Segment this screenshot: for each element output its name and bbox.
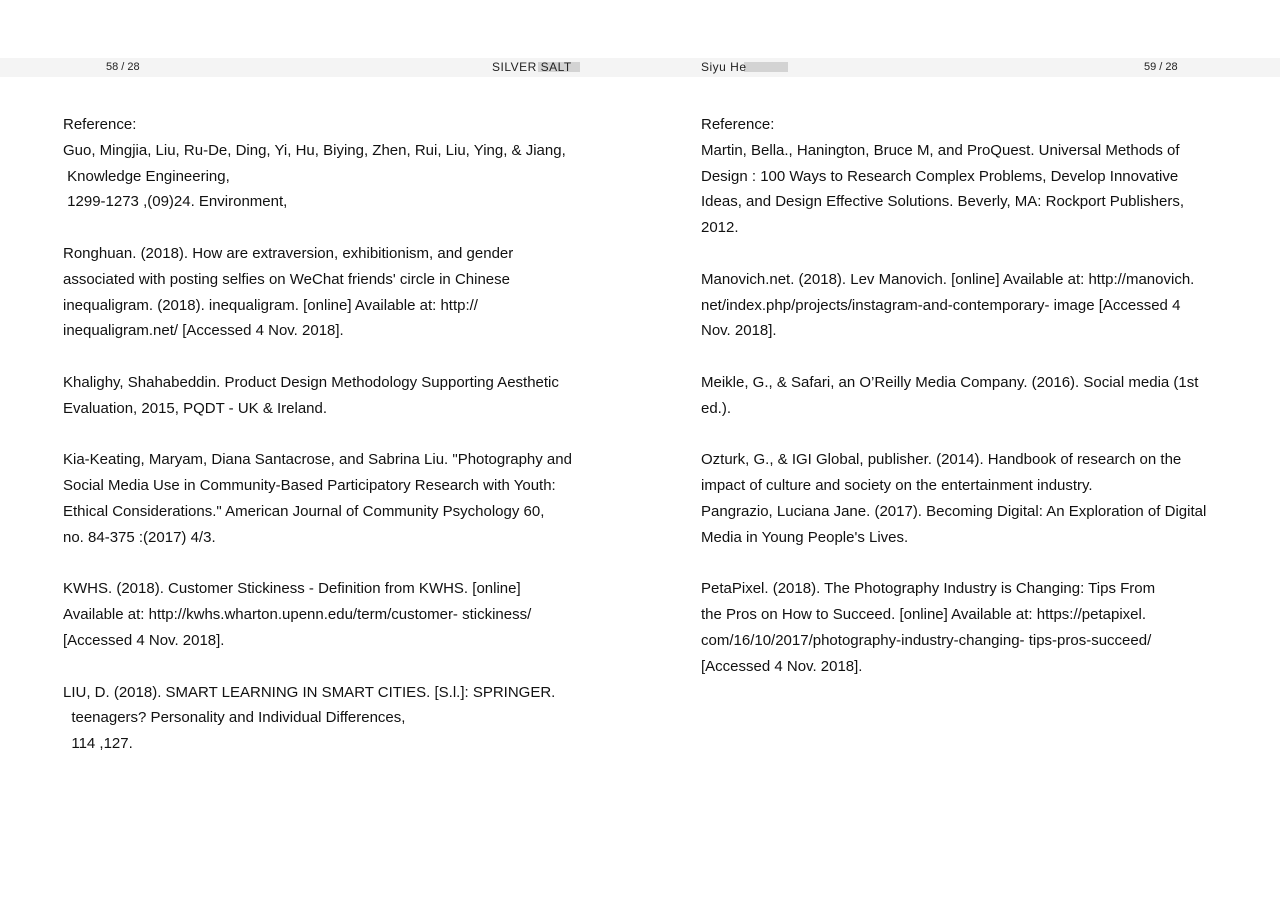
reference-line: Ethical Considerations." American Journal of Community Psychology 60, (63, 502, 545, 520)
reference-line: Nov. 2018]. (701, 322, 777, 340)
reference-spacer (63, 654, 603, 680)
reference-entry (63, 680, 603, 757)
reference-line: PetaPixel. (2018). The Photography Industry is Changing: Tips From (701, 580, 1156, 598)
reference-entry (701, 370, 1261, 422)
reference-line: inequaligram. (2018). inequaligram. [online] Available at: http:// (63, 296, 478, 314)
reference-line: Social Media Use in Community-Based Participatory Research with Youth: (63, 477, 556, 495)
reference-entry (701, 138, 1261, 241)
reference-line: Kia-Keating, Maryam, Diana Santacrose, and Sabrina Liu. "Photography and (63, 451, 572, 469)
reference-entry (701, 447, 1261, 550)
reference-line: ed.). (701, 399, 732, 417)
reference-line: Ronghuan. (2018). How are extraversion, exhibitionism, and gender (63, 244, 514, 262)
reference-line: Ideas, and Design Effective Solutions. Beverly, MA: Rockport Publishers, (701, 193, 1185, 211)
reference-line: net/index.php/projects/instagram-and-contemporary- image [Accessed 4 (701, 296, 1181, 314)
header-band (0, 58, 1280, 77)
reference-entry (63, 370, 603, 422)
left-page-number: 58 / 28 (106, 61, 140, 73)
reference-line: 2012. (701, 219, 739, 237)
reference-line: 114 ,127. (63, 735, 133, 753)
reference-spacer (701, 422, 1261, 448)
reference-line: Pangrazio, Luciana Jane. (2017). Becoming Digital: An Exploration of Digital (701, 502, 1207, 520)
reference-line: 1299-1273 ,(09)24. Environment, (63, 193, 288, 211)
reference-spacer (701, 551, 1261, 577)
reference-line: teenagers? Personality and Individual Differences, (63, 709, 406, 727)
reference-line: Design : 100 Ways to Research Complex Problems, Develop Innovative (701, 167, 1179, 185)
right-author-name: Siyu He (701, 60, 747, 74)
reference-spacer (63, 215, 603, 241)
reference-line: KWHS. (2018). Customer Stickiness - Definition from KWHS. [online] (63, 580, 521, 598)
reference-line: Meikle, G., & Safari, an O’Reilly Media Company. (2016). Social media (1st (701, 373, 1199, 391)
right-header-redaction (744, 62, 788, 72)
right-reference-heading: Reference: (701, 116, 775, 133)
reference-line: impact of culture and society on the entertainment industry. (701, 477, 1093, 495)
reference-entry (701, 267, 1261, 344)
reference-spacer (63, 344, 603, 370)
reference-spacer (701, 241, 1261, 267)
reference-line: associated with posting selfies on WeChat friends' circle in Chinese (63, 270, 510, 288)
reference-entry (63, 447, 603, 550)
reference-line: Knowledge Engineering, (63, 167, 230, 185)
reference-line: the Pros on How to Succeed. [online] Available at: https://petapixel. (701, 606, 1146, 624)
reference-line: Available at: http://kwhs.wharton.upenn.edu/term/customer- stickiness/ (63, 606, 532, 624)
reference-line: no. 84-375 :(2017) 4/3. (63, 528, 216, 546)
reference-line: Evaluation, 2015, PQDT - UK & Ireland. (63, 399, 328, 417)
reference-line: inequaligram.net/ [Accessed 4 Nov. 2018]. (63, 322, 344, 340)
reference-line: com/16/10/2017/photography-industry-changing- tips-pros-succeed/ (701, 631, 1152, 649)
reference-line: Guo, Mingjia, Liu, Ru-De, Ding, Yi, Hu, Biying, Zhen, Rui, Liu, Ying, & Jiang, (63, 141, 566, 159)
reference-line: [Accessed 4 Nov. 2018]. (701, 657, 863, 675)
reference-entry (701, 576, 1261, 679)
reference-line: Media in Young People's Lives. (701, 528, 909, 546)
left-reference-list (63, 138, 603, 757)
reference-line: LIU, D. (2018). SMART LEARNING IN SMART CITIES. [S.l.]: SPRINGER. (63, 683, 556, 701)
reference-entry (63, 241, 603, 344)
reference-line: Khalighy, Shahabeddin. Product Design Methodology Supporting Aesthetic (63, 373, 559, 391)
reference-line: Ozturk, G., & IGI Global, publisher. (2014). Handbook of research on the (701, 451, 1182, 469)
reference-line: [Accessed 4 Nov. 2018]. (63, 631, 225, 649)
right-page-number: 59 / 28 (1144, 61, 1178, 73)
left-page (63, 112, 603, 757)
left-reference-heading: Reference: (63, 116, 137, 133)
right-reference-list (701, 138, 1261, 680)
reference-spacer (701, 344, 1261, 370)
reference-spacer (63, 422, 603, 448)
reference-entry (63, 576, 603, 653)
reference-line: Manovich.net. (2018). Lev Manovich. [online] Available at: http://manovich. (701, 270, 1195, 288)
reference-spacer (63, 551, 603, 577)
reference-entry (63, 138, 603, 215)
right-page (701, 112, 1261, 680)
left-running-title: SILVER SALT (492, 60, 572, 74)
reference-line: Martin, Bella., Hanington, Bruce M, and ProQuest. Universal Methods of (701, 141, 1180, 159)
